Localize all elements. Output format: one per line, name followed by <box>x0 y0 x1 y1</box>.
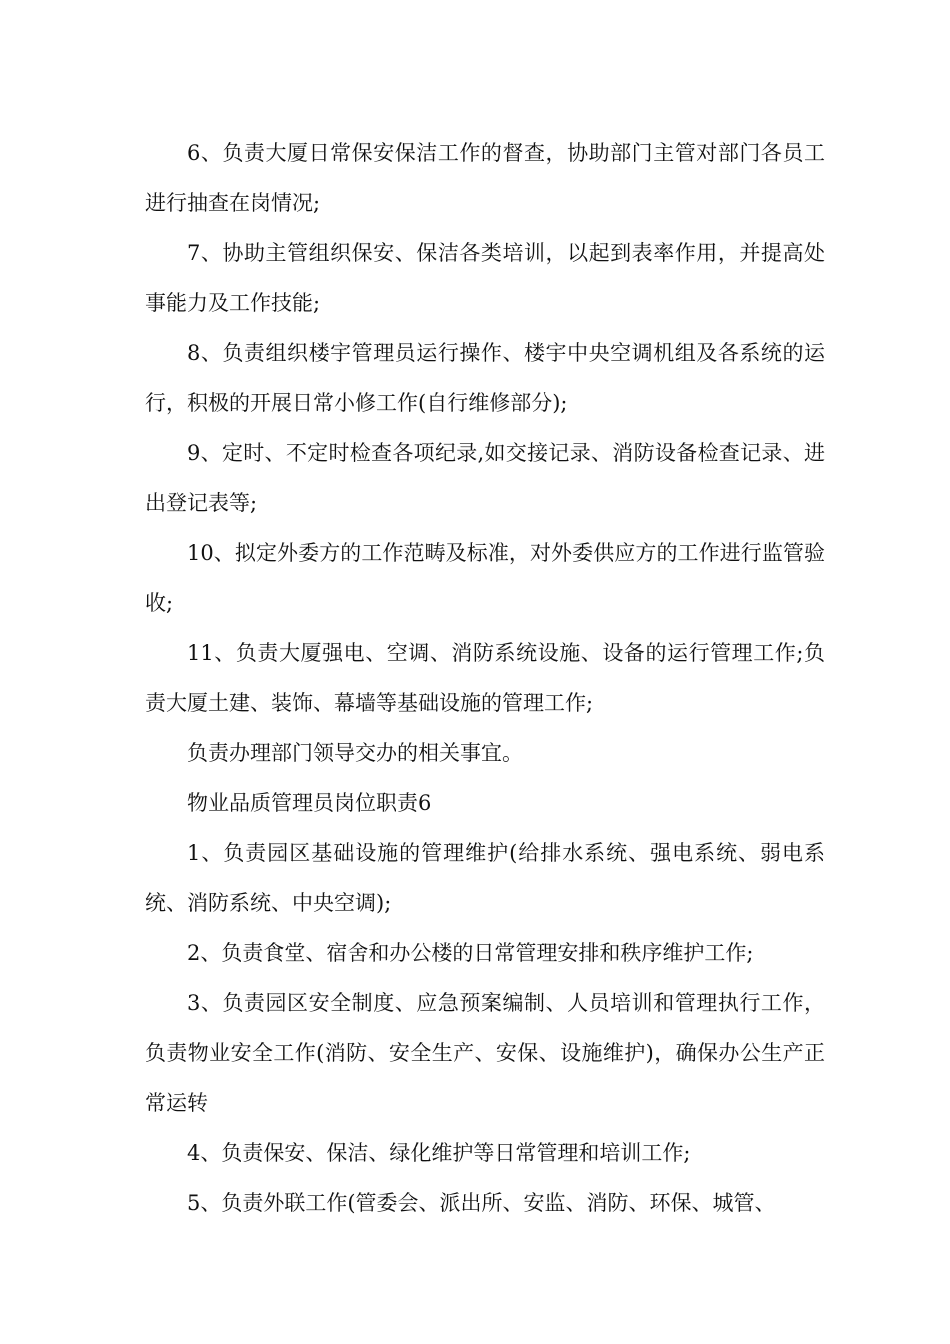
paragraph-section-duty-2: 2、负责食堂、宿舍和办公楼的日常管理安排和秩序维护工作; <box>187 941 754 965</box>
paragraph-duty-11: 11、负责大厦强电、空调、消防系统设施、设备的运行管理工作;负责大厦土建、装饰、幕墙等基础设施的管理工作; <box>145 641 825 715</box>
paragraph-section-duty-3: 3、负责园区安全制度、应急预案编制、人员培训和管理执行工作，负责物业安全工作(消防、安全生产、安保、设施维护)，确保办公生产正常运转 <box>145 991 825 1115</box>
paragraph-duty-7: 7、协助主管组织保安、保洁各类培训，以起到表率作用，并提高处事能力及工作技能; <box>145 241 825 315</box>
paragraph-duty-6: 6、负责大厦日常保安保洁工作的督查，协助部门主管对部门各员工进行抽查在岗情况; <box>145 141 825 215</box>
document-body <box>145 128 825 1228</box>
paragraph-duty-9: 9、定时、不定时检查各项纪录,如交接记录、消防设备检查记录、进出登记表等; <box>145 441 825 515</box>
paragraph-section-duty-4: 4、负责保安、保洁、绿化维护等日常管理和培训工作; <box>187 1141 691 1165</box>
section-heading: 物业品质管理员岗位职责6 <box>187 791 432 815</box>
paragraph-section-duty-5: 5、负责外联工作(管委会、派出所、安监、消防、环保、城管、 <box>187 1191 776 1215</box>
paragraph-duty-8: 8、负责组织楼宇管理员运行操作、楼宇中央空调机组及各系统的运行，积极的开展日常小修工作(自行维修部分); <box>145 341 825 415</box>
paragraph-closing-duty: 负责办理部门领导交办的相关事宜。 <box>187 741 523 765</box>
paragraph-duty-10: 10、拟定外委方的工作范畴及标准，对外委供应方的工作进行监管验收; <box>145 541 825 615</box>
paragraph-section-duty-1: 1、负责园区基础设施的管理维护(给排水系统、强电系统、弱电系统、消防系统、中央空调); <box>145 841 825 915</box>
